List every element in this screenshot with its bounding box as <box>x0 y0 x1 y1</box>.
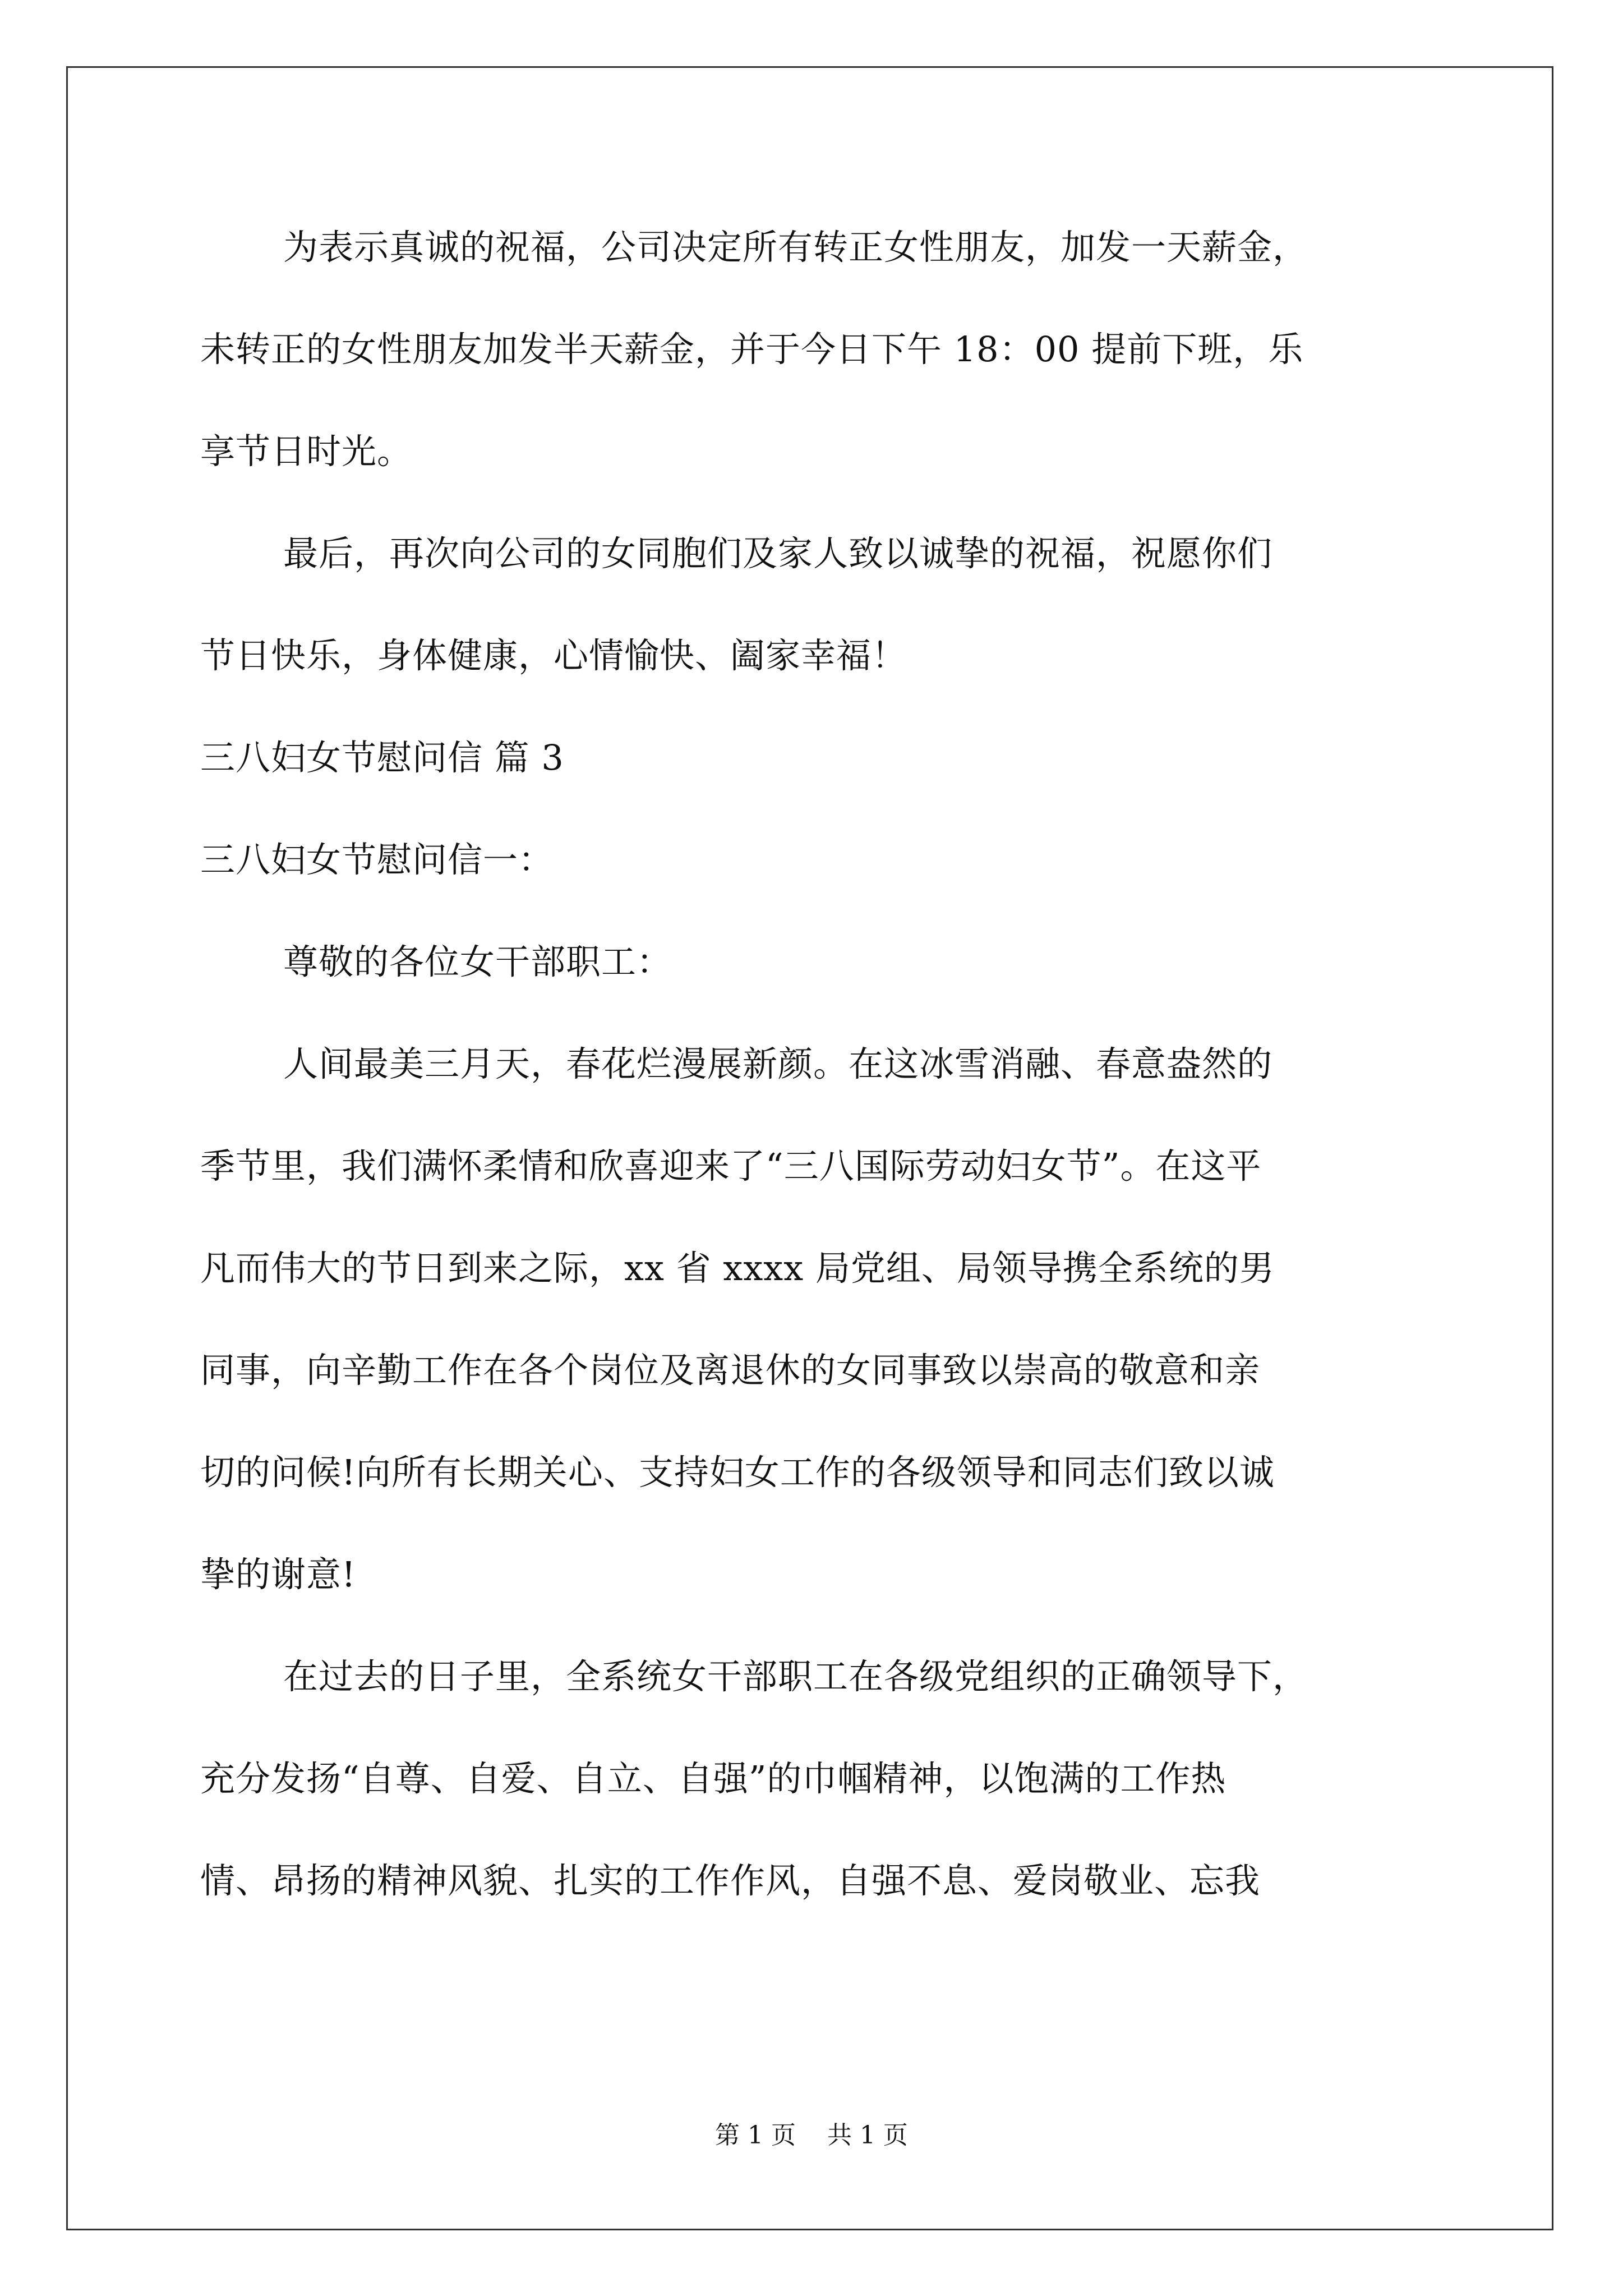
body-text-line: 凡而伟大的节日到来之际，xx 省 xxxx 局党组、局领导携全系统的男 <box>200 1248 1275 1289</box>
body-text-line: 最后，再次向公司的女同胞们及家人致以诚挚的祝福，祝愿你们 <box>283 533 1273 574</box>
body-text-line: 在过去的日子里，全系统女干部职工在各级党组织的正确领导下， <box>283 1656 1308 1697</box>
body-text-line: 挚的谢意! <box>200 1554 356 1595</box>
letter-title: 三八妇女节慰问信一： <box>200 839 554 880</box>
body-text-line: 为表示真诚的祝福，公司决定所有转正女性朋友，加发一天薪金， <box>283 227 1308 268</box>
body-text-line: 享节日时光。 <box>200 431 413 472</box>
body-text-line: 未转正的女性朋友加发半天薪金，并于今日下午 18：00 提前下班，乐 <box>200 329 1304 370</box>
body-text-line: 季节里，我们满怀柔情和欣喜迎来了“三八国际劳动妇女节”。在这平 <box>200 1145 1262 1186</box>
section-heading: 三八妇女节慰问信 篇 3 <box>200 737 564 778</box>
body-text-line: 人间最美三月天，春花烂漫展新颜。在这冰雪消融、春意盎然的 <box>283 1043 1273 1084</box>
body-text-line: 充分发扬“自尊、自爱、自立、自强”的巾帼精神，以饱满的工作热 <box>200 1758 1227 1799</box>
salutation: 尊敬的各位女干部职工： <box>283 941 672 982</box>
body-text-line: 情、昂扬的精神风貌、扎实的工作作风，自强不息、爱岗敬业、忘我 <box>200 1860 1261 1901</box>
page-number-footer: 第 1 页 共 1 页 <box>715 2121 908 2150</box>
body-text-line: 同事，向辛勤工作在各个岗位及离退休的女同事致以崇高的敬意和亲 <box>200 1350 1261 1391</box>
body-text-line: 切的问候!向所有长期关心、支持妇女工作的各级领导和同志们致以诚 <box>200 1452 1275 1493</box>
body-text-line: 节日快乐，身体健康，心情愉快、阖家幸福！ <box>200 635 907 676</box>
